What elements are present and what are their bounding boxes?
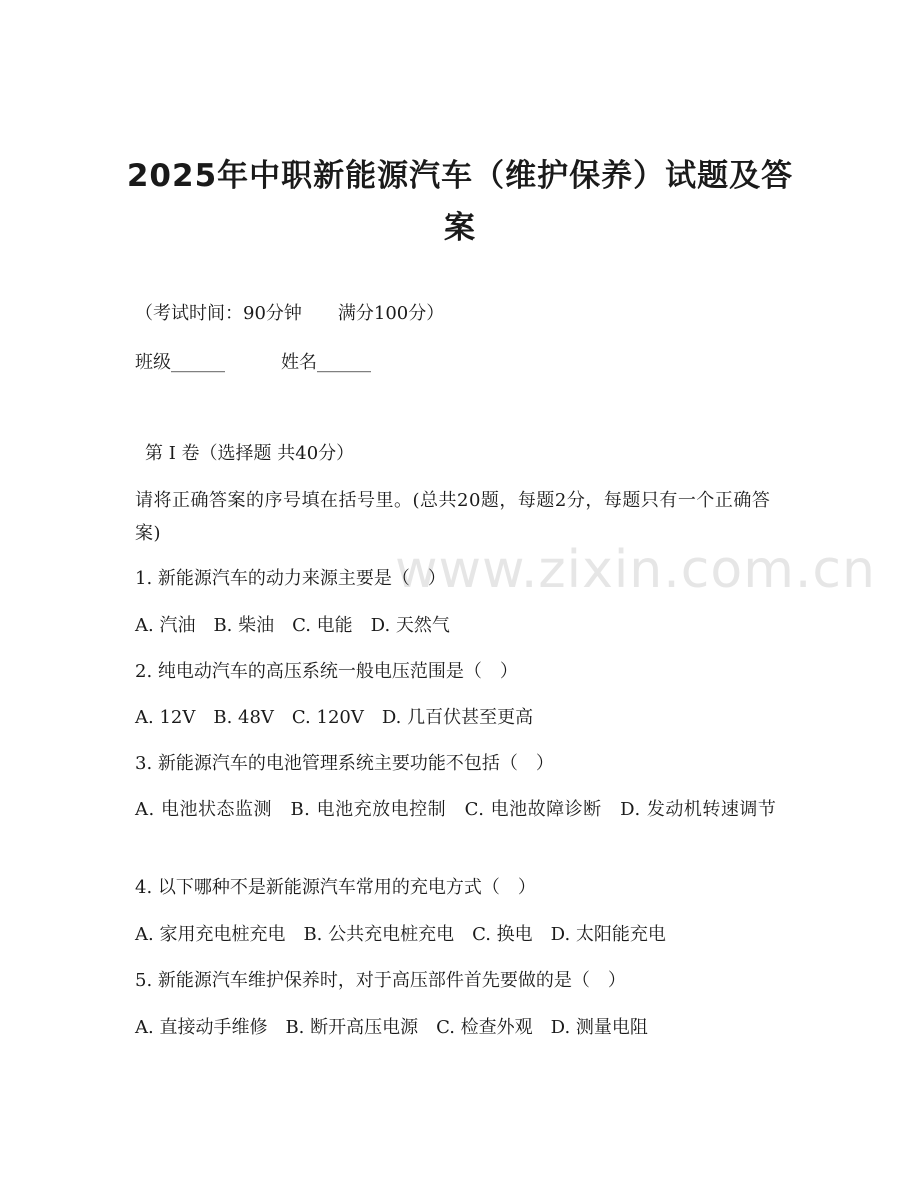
question-options: A. 电池状态监测 B. 电池充放电控制 C. 电池故障诊断 D. 发动机转速调节 <box>135 799 777 820</box>
watermark: www.zixin.com.cn <box>395 540 876 600</box>
question-options: A. 12V B. 48V C. 120V D. 几百伏甚至更高 <box>135 707 534 728</box>
question-stem: 3. 新能源汽车的电池管理系统主要功能不包括（ ） <box>135 753 554 774</box>
question-options: A. 家用充电桩充电 B. 公共充电桩充电 C. 换电 D. 太阳能充电 <box>135 924 666 945</box>
question-options: A. 直接动手维修 B. 断开高压电源 C. 检查外观 D. 测量电阻 <box>135 1017 648 1038</box>
class-label: 班级______ <box>135 352 225 373</box>
document-title: 2025年中职新能源汽车（维护保养）试题及答案 <box>126 158 794 246</box>
exam-info: （考试时间：90分钟 满分100分） <box>135 303 445 324</box>
student-info-row <box>135 346 371 379</box>
question-stem: 2. 纯电动汽车的高压系统一般电压范围是（ ） <box>135 661 518 682</box>
section-heading: 第 I 卷（选择题 共40分） <box>145 443 355 464</box>
question-stem: 4. 以下哪种不是新能源汽车常用的充电方式（ ） <box>135 877 536 898</box>
question-stem: 1. 新能源汽车的动力来源主要是（ ） <box>135 568 446 589</box>
name-label: 姓名______ <box>281 352 371 373</box>
instruction-text: 请将正确答案的序号填在括号里。(总共20题，每题2分，每题只有一个正确答案) <box>135 490 771 544</box>
question-stem: 5. 新能源汽车维护保养时，对于高压部件首先要做的是（ ） <box>135 970 626 991</box>
question-options: A. 汽油 B. 柴油 C. 电能 D. 天然气 <box>135 615 450 636</box>
